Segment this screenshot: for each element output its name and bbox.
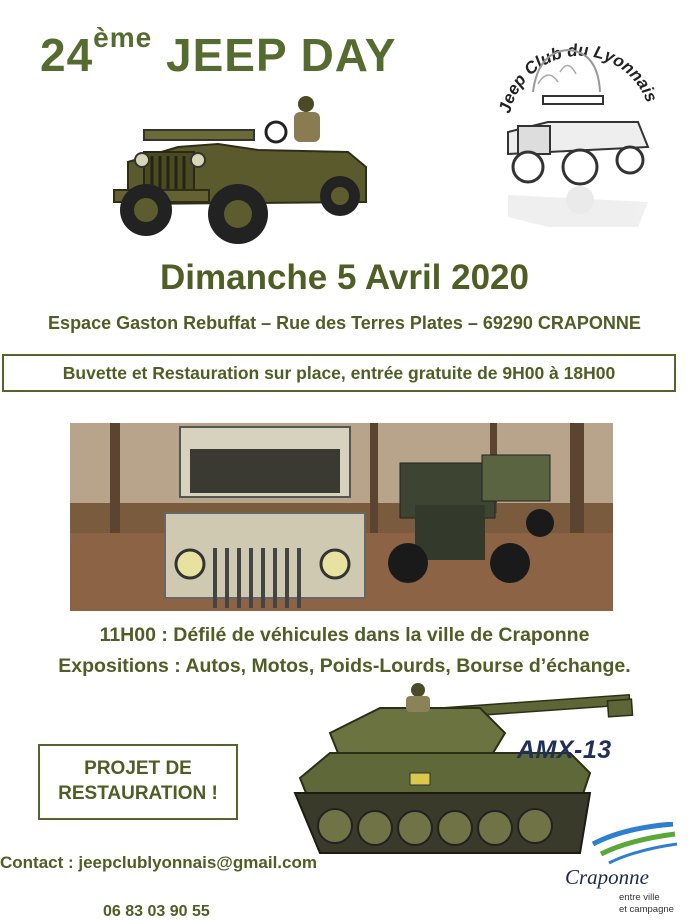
town-name: Craponne — [565, 865, 649, 889]
event-title — [40, 22, 397, 82]
jeeps-forest-photo — [70, 423, 613, 611]
event-name: JEEP DAY — [166, 29, 397, 81]
jeep-illustration — [108, 92, 378, 257]
town-tagline-2: et campagne — [619, 904, 674, 915]
restoration-box — [38, 744, 238, 820]
contact-email[interactable]: Contact : jeepclublyonnais@gmail.com — [0, 853, 317, 872]
info-banner — [2, 354, 676, 392]
craponne-town-logo — [563, 822, 681, 918]
restoration-line1: PROJET DE — [84, 758, 192, 780]
restoration-line2: RESTAURATION ! — [58, 783, 218, 804]
event-date: Dimanche 5 Avril 2020 — [160, 258, 529, 297]
parade-text: 11H00 : Défilé de véhicules dans la ville de Craponne — [99, 624, 590, 646]
town-tagline-1: entre ville — [619, 892, 660, 903]
event-address: Espace Gaston Rebuffat – Rue des Terres Plates – 69290 CRAPONNE — [48, 313, 641, 333]
contact-phone[interactable]: 06 83 03 90 55 — [103, 903, 210, 920]
info-text: Buvette et Restauration sur place, entrée gratuite de 9H00 à 18H00 — [62, 362, 616, 383]
club-logo — [488, 22, 670, 252]
exhibitions-text: Expositions : Autos, Motos, Poids-Lourds, Bourse d’échange. — [58, 655, 631, 677]
edition-suffix: ème — [93, 22, 153, 53]
club-logo-text: Jeep Club du Lyonnais — [495, 40, 662, 116]
tank-label: AMX-13 — [517, 736, 612, 764]
edition-number: 24 — [40, 29, 94, 81]
